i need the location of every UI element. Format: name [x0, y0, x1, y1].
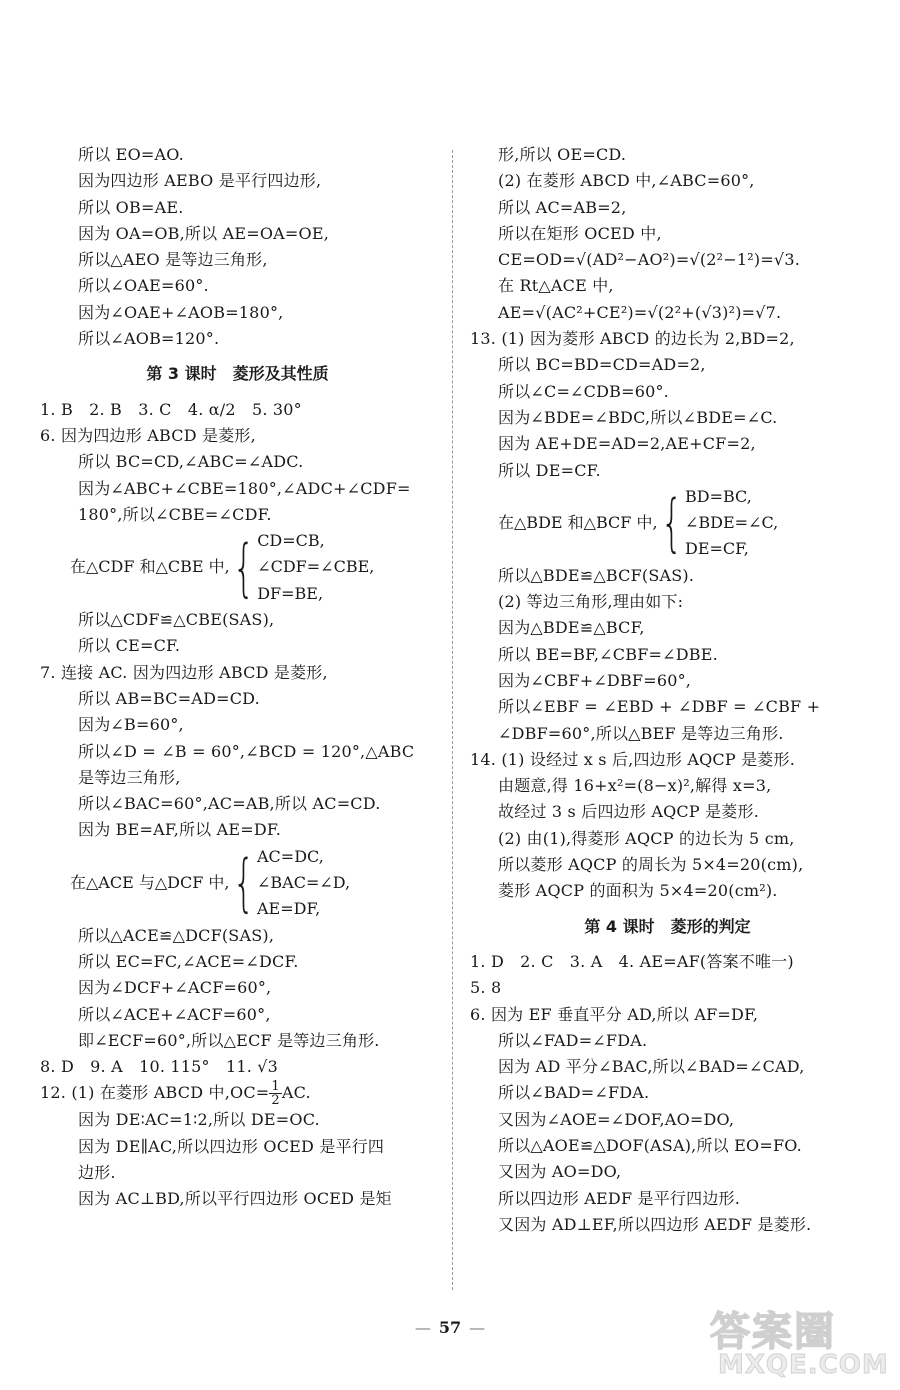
q7-line: 所以 AB=BC=AD=CD. [78, 688, 260, 708]
right-column [470, 142, 865, 1238]
watermark-logo [710, 1300, 890, 1385]
fraction-one-half: $\frac{1}{2}$ [271, 1079, 280, 1109]
q13-line: 因为∠CBF+∠DBF=60°, [498, 670, 692, 690]
left-brace: { [660, 486, 683, 560]
section-title-lesson-4: 第 4 课时 菱形的判定 [584, 916, 751, 936]
watermark-text-bottom: MXQE.COM [718, 1350, 889, 1380]
q13-line: 所以∠C=∠CDB=60°. [498, 381, 669, 401]
q6-line: 又因为∠AOE=∠DOF,AO=DO, [498, 1109, 735, 1129]
q6-equation-system [40, 528, 435, 607]
q12-line: 因为 DE∶AC=1∶2,所以 DE=OC. [78, 1110, 320, 1130]
text-line: 所以△AEO 是等边三角形, [78, 250, 268, 270]
page-number-value: 57 [438, 1318, 462, 1337]
system-row: AC=DC, [256, 846, 324, 866]
q14-line: 故经过 3 s 后四边形 AQCP 是菱形. [498, 802, 759, 822]
q12-line: 边形. [78, 1162, 116, 1182]
q7-line: 所以 EC=FC,∠ACE=∠DCF. [78, 951, 299, 971]
q13-line: 因为△BDE≌△BCF, [498, 618, 645, 638]
q6-line: 所以 BC=CD,∠ABC=∠ADC. [78, 452, 304, 472]
q7-line: 所以∠BAC=60°,AC=AB,所以 AC=CD. [78, 794, 381, 814]
q14-line: 由题意,得 16+x²=(8−x)²,解得 x=3, [498, 776, 772, 796]
q12-line: 所以在矩形 OCED 中, [498, 223, 662, 243]
q6-line: 又因为 AD⊥EF,所以四边形 AEDF 是菱形. [498, 1214, 812, 1234]
q12-line: CE=OD=√(AD²−AO²)=√(2²−1²)=√3. [498, 250, 800, 270]
q12-line: 所以 AC=AB=2, [498, 197, 627, 217]
system-intro: 在△ACE 与△DCF 中, [70, 873, 230, 893]
q13-line: 所以∠EBF = ∠EBD + ∠DBF = ∠CBF + [498, 697, 821, 717]
q12-line: 因为 DE∥AC,所以四边形 OCED 是平行四 [78, 1136, 385, 1156]
q13-line: 因为∠BDE=∠BDC,所以∠BDE=∠C. [498, 407, 778, 427]
q13-line: 所以 BE=BF,∠CBF=∠DBE. [498, 644, 718, 664]
q7-line: 因为∠B=60°, [78, 715, 184, 735]
q6-line: 6. 因为四边形 ABCD 是菱形, [40, 425, 256, 445]
q14-line: 14. (1) 设经过 x s 后,四边形 AQCP 是菱形. [470, 749, 795, 769]
q12-line: 在 Rt△ACE 中, [498, 276, 614, 296]
q7-equation-system [40, 844, 435, 923]
q6-line: 180°,所以∠CBE=∠CDF. [78, 504, 272, 524]
system-row: ∠BAC=∠D, [256, 873, 351, 893]
q7-line: 所以∠D = ∠B = 60°,∠BCD = 120°,△ABC [78, 741, 415, 761]
q7-line: 因为 BE=AF,所以 AE=DF. [78, 820, 282, 840]
watermark-text-top: 答案圈 [710, 1309, 836, 1355]
answer-line-1-5: 1. B 2. B 3. C 4. α/2 5. 30° [40, 399, 302, 419]
q12-line: AE=√(AC²+CE²)=√(2²+(√3)²)=√7. [498, 302, 782, 322]
q12-line [40, 1080, 435, 1107]
text-line: 因为四边形 AEBO 是平行四边形, [78, 171, 322, 191]
answer-line-8-11: 8. D 9. A 10. 115° 11. √3 [40, 1057, 279, 1077]
text-line: 因为∠OAE+∠AOB=180°, [78, 302, 284, 322]
q6-line: 6. 因为 EF 垂直平分 AD,所以 AF=DF, [470, 1004, 759, 1024]
system-row: DF=BE, [257, 583, 324, 603]
q6-line: 所以∠FAD=∠FDA. [498, 1030, 648, 1050]
left-brace: { [232, 846, 255, 920]
q6-line: 所以∠BAD=∠FDA. [498, 1083, 650, 1103]
q13-line: 13. (1) 因为菱形 ABCD 的边长为 2,BD=2, [470, 329, 795, 349]
text-line: 所以∠OAE=60°. [78, 276, 209, 296]
system-intro: 在△CDF 和△CBE 中, [70, 557, 230, 577]
q6-line: 因为∠ABC+∠CBE=180°,∠ADC+∠CDF= [78, 478, 411, 498]
q7-line: 7. 连接 AC. 因为四边形 ABCD 是菱形, [40, 662, 328, 682]
q13-line: ∠DBF=60°,所以△BEF 是等边三角形. [498, 723, 784, 743]
dash-left: — [414, 1318, 431, 1337]
system-row: CD=CB, [257, 531, 325, 551]
answer-line-5: 5. 8 [470, 978, 502, 998]
q13-equation-system [470, 484, 865, 563]
q14-line: 所以菱形 AQCP 的周长为 5×4=20(cm), [498, 855, 804, 875]
q7-line: 所以∠ACE+∠ACF=60°, [78, 1004, 271, 1024]
system-row: ∠BDE=∠C, [685, 513, 779, 533]
system-row: ∠CDF=∠CBE, [257, 557, 375, 577]
system-row: DE=CF, [685, 539, 749, 559]
q6-line: 因为 AD 平分∠BAC,所以∠BAD=∠CAD, [498, 1057, 805, 1077]
q7-line: 即∠ECF=60°,所以△ECF 是等边三角形. [78, 1030, 380, 1050]
q14-line: 菱形 AQCP 的面积为 5×4=20(cm²). [498, 881, 778, 901]
q13-line: 所以 BC=BD=CD=AD=2, [498, 355, 706, 375]
left-brace: { [232, 530, 255, 604]
answer-line-1-4: 1. D 2. C 3. A 4. AE=AF(答案不唯一) [470, 951, 794, 971]
q6-line: 所以 CE=CF. [78, 636, 181, 656]
dash-right: — [469, 1318, 486, 1337]
q12-text: 12. (1) 在菱形 ABCD 中,OC= [40, 1083, 270, 1103]
q13-line: 所以 DE=CF. [498, 460, 601, 480]
q12-line: 形,所以 OE=CD. [498, 145, 627, 164]
q13-line: (2) 等边三角形,理由如下: [498, 592, 684, 612]
q12-text-tail: AC. [281, 1083, 311, 1103]
q6-line: 又因为 AO=DO, [498, 1162, 622, 1182]
section-title-lesson-3: 第 3 课时 菱形及其性质 [146, 364, 329, 384]
text-line: 所以 EO=AO. [78, 145, 184, 164]
q6-line: 所以△AOE≌△DOF(ASA),所以 EO=FO. [498, 1135, 802, 1155]
q12-line: 因为 AC⊥BD,所以平行四边形 OCED 是矩 [78, 1189, 392, 1209]
q12-line: (2) 在菱形 ABCD 中,∠ABC=60°, [498, 171, 755, 191]
left-column [40, 142, 435, 1213]
system-row: AE=DF, [256, 899, 321, 919]
q13-line: 所以△BDE≌△BCF(SAS). [498, 565, 695, 585]
system-row: BD=BC, [685, 486, 752, 506]
text-line: 所以 OB=AE. [78, 197, 184, 217]
q13-line: 因为 AE+DE=AD=2,AE+CF=2, [498, 434, 756, 454]
text-line: 所以∠AOB=120°. [78, 329, 220, 349]
system-intro: 在△BDE 和△BCF 中, [498, 513, 658, 533]
q7-line: 所以△ACE≌△DCF(SAS), [78, 925, 275, 945]
q7-line: 因为∠DCF+∠ACF=60°, [78, 978, 272, 998]
text-line: 因为 OA=OB,所以 AE=OA=OE, [78, 223, 330, 243]
q6-line: 所以四边形 AEDF 是平行四边形. [498, 1188, 741, 1208]
q6-line: 所以△CDF≌△CBE(SAS), [78, 610, 275, 630]
q7-line: 是等边三角形, [78, 767, 181, 787]
q14-line: (2) 由(1),得菱形 AQCP 的边长为 5 cm, [498, 828, 795, 848]
column-divider [452, 150, 453, 1290]
